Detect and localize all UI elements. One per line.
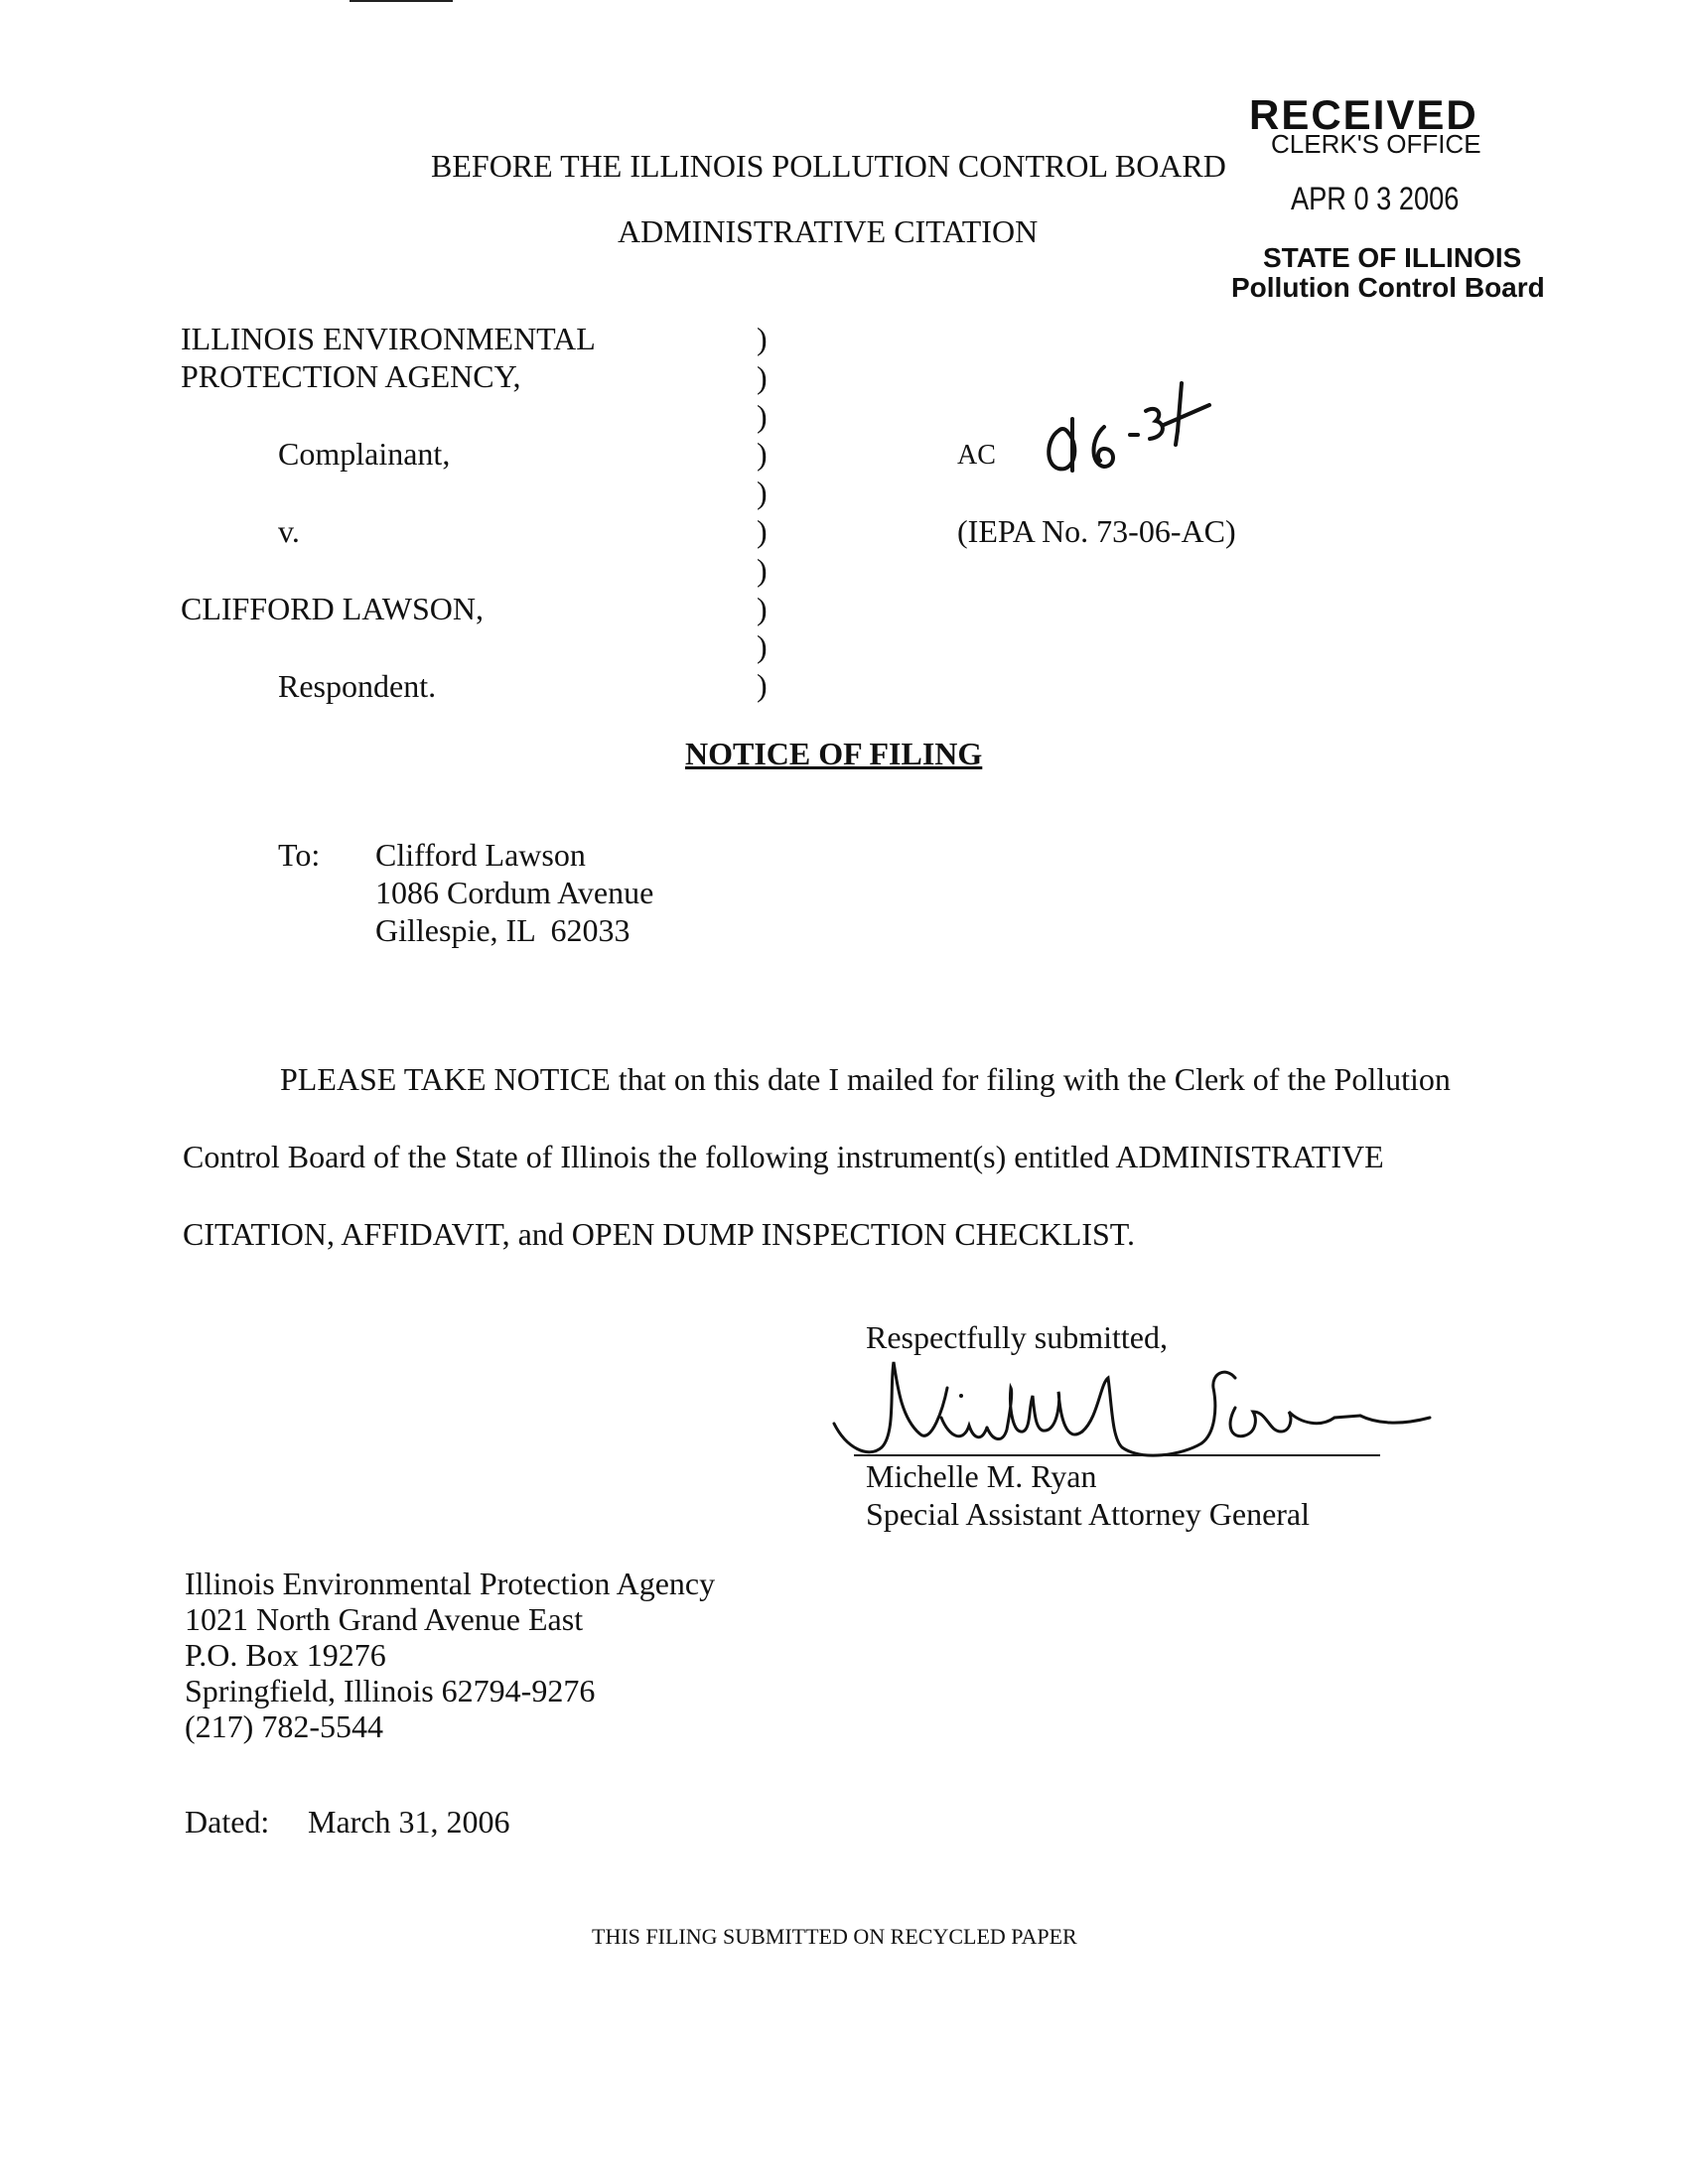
- agency-phone: (217) 782-5544: [185, 1708, 383, 1744]
- agency-city: Springfield, Illinois 62794-9276: [185, 1673, 596, 1708]
- stamp-date: APR 0 3 2006: [1291, 181, 1460, 216]
- notice-body-line2: Control Board of the State of Illinois the following instrument(s) entitled ADMINISTRATIVE: [183, 1139, 1384, 1174]
- board-heading: BEFORE THE ILLINOIS POLLUTION CONTROL BOARD: [431, 148, 1226, 184]
- to-label: To:: [278, 837, 321, 873]
- stamp-received: RECEIVED: [1249, 91, 1478, 138]
- notice-body-line3: CITATION, AFFIDAVIT, and OPEN DUMP INSPECTION CHECKLIST.: [183, 1216, 1135, 1252]
- received-stamp: [1231, 91, 1549, 310]
- notice-body-line1: PLEASE TAKE NOTICE that on this date I mailed for filing with the Clerk of the Pollution: [280, 1061, 1451, 1097]
- to-street: 1086 Cordum Avenue: [375, 875, 654, 910]
- paren: ): [757, 321, 768, 356]
- iepa-number: (IEPA No. 73-06-AC): [957, 513, 1236, 549]
- recycled-paper-note: THIS FILING SUBMITTED ON RECYCLED PAPER: [592, 1924, 1077, 1949]
- agency-street: 1021 North Grand Avenue East: [185, 1601, 584, 1637]
- to-city: Gillespie, IL 62033: [375, 912, 631, 948]
- complainant-role: Complainant,: [278, 436, 451, 472]
- scan-mark: [350, 0, 453, 2]
- signer-title: Special Assistant Attorney General: [866, 1496, 1311, 1532]
- paren: ): [757, 397, 768, 434]
- notice-title: NOTICE OF FILING: [685, 736, 983, 771]
- versus: v.: [278, 513, 300, 549]
- caption-parentheses: [757, 320, 786, 705]
- complainant-line2: PROTECTION AGENCY,: [181, 358, 521, 394]
- closing: Respectfully submitted,: [866, 1319, 1168, 1355]
- stamp-office: CLERK'S OFFICE: [1271, 129, 1481, 159]
- stamp-state: STATE OF ILLINOIS: [1263, 242, 1522, 273]
- respondent-role: Respondent.: [278, 668, 437, 704]
- paren: ): [757, 551, 768, 588]
- stamp-board: Pollution Control Board: [1231, 272, 1545, 303]
- to-name: Clifford Lawson: [375, 837, 586, 873]
- paren: ): [757, 667, 768, 704]
- case-prefix: AC: [957, 440, 996, 471]
- complainant-line1: ILLINOIS ENVIRONMENTAL: [181, 321, 596, 356]
- signer-name: Michelle M. Ryan: [866, 1458, 1097, 1494]
- respondent-name: CLIFFORD LAWSON,: [181, 591, 485, 626]
- paren: ): [757, 475, 768, 511]
- dated-value: March 31, 2006: [308, 1804, 510, 1840]
- paren: ): [757, 358, 768, 395]
- paren: ): [757, 628, 768, 665]
- paren: ): [757, 590, 768, 626]
- agency-name: Illinois Environmental Protection Agency: [185, 1566, 716, 1601]
- handwritten-case-number: [1033, 369, 1231, 488]
- paren: ): [757, 436, 768, 473]
- citation-heading: ADMINISTRATIVE CITATION: [618, 213, 1039, 249]
- paren: ): [757, 512, 768, 549]
- agency-po-box: P.O. Box 19276: [185, 1637, 386, 1673]
- dated-label: Dated:: [185, 1804, 270, 1840]
- handwritten-signature: [824, 1348, 1460, 1467]
